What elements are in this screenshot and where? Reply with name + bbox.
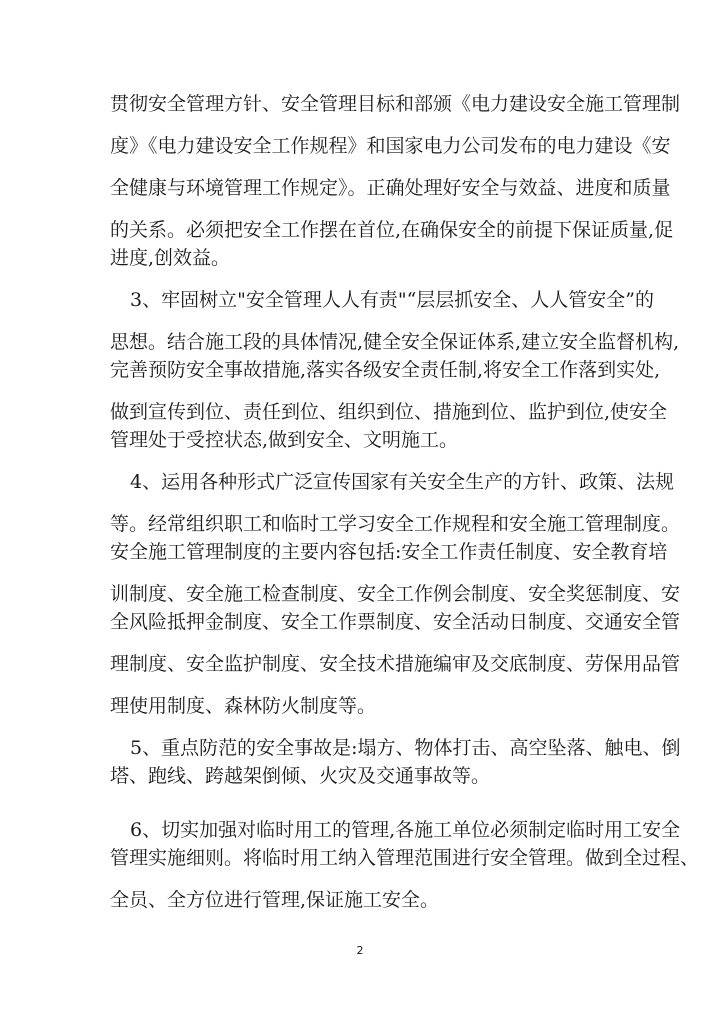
text-line: 理使用制度、森林防火制度等。 (110, 695, 377, 717)
text-line: 思想。结合施工段的具体情况,健全安全保证体系,建立安全监督机构, (110, 331, 680, 353)
text-line: 管理处于受控状态,做到安全、文明施工。 (110, 429, 459, 451)
text-line: 5、重点防范的安全事故是:塌方、物体打击、高空坠落、触电、倒 (130, 737, 681, 759)
text-line: 安全施工管理制度的主要内容包括:安全工作责任制度、安全教育培 (110, 541, 668, 563)
text-line: 等。经常组织职工和临时工学习安全工作规程和安全施工管理制度。 (110, 513, 681, 535)
text-line: 训制度、安全施工检查制度、安全工作例会制度、安全奖惩制度、安 (110, 583, 681, 605)
text-line: 管理实施细则。将临时用工纳入管理范围进行安全管理。做到全过程、 (110, 847, 700, 869)
text-line: 4、运用各种形式广泛宣传国家有关安全生产的方针、政策、法规 (130, 471, 675, 493)
text-line: 进度,创效益。 (110, 247, 231, 269)
page-number: 2 (356, 944, 364, 957)
text-line: 完善预防安全事故措施,落实各级安全责任制,将安全工作落到实处, (110, 359, 661, 381)
text-line: 塔、跑线、跨越架倒倾、火灾及交通事故等。 (110, 765, 491, 787)
text-line: 的关系。必须把安全工作摆在首位,在确保安全的前提下保证质量,促 (110, 219, 674, 241)
text-line: 理制度、安全监护制度、安全技术措施编审及交底制度、劳保用品管 (110, 653, 681, 675)
text-line: 做到宣传到位、责任到位、组织到位、措施到位、监护到位,使安全 (110, 401, 668, 423)
text-line: 3、牢固树立"安全管理人人有责"“层层抓安全、人人管安全”的 (130, 289, 654, 311)
text-line: 6、切实加强对临时用工的管理,各施工单位必须制定临时用工安全 (130, 819, 681, 841)
text-line: 全风险抵押金制度、安全工作票制度、安全活动日制度、交通安全管 (110, 611, 681, 633)
text-line: 度》《电力建设安全工作规程》和国家电力公司发布的电力建设《安 (110, 135, 671, 157)
text-line: 全员、全方位进行管理,保证施工安全。 (110, 889, 440, 911)
text-line: 全健康与环境管理工作规定》。正确处理好安全与效益、进度和质量 (110, 177, 671, 199)
text-line: 贯彻安全管理方针、安全管理目标和部颁《电力建设安全施工管理制 (110, 93, 681, 115)
